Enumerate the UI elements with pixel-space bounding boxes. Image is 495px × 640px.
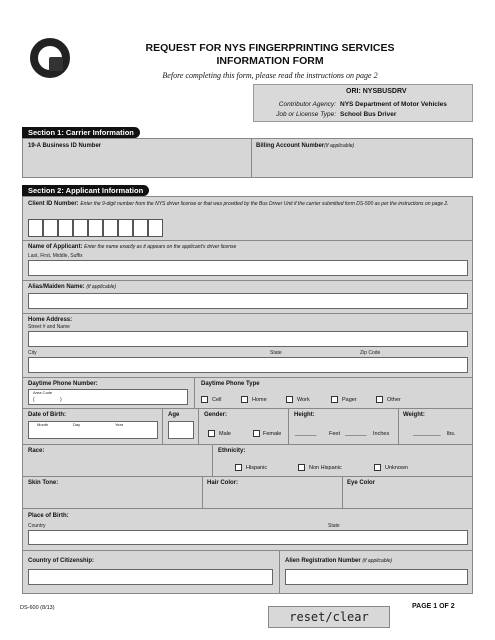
other-option: Other <box>387 397 401 403</box>
female-option: Female <box>263 431 282 437</box>
nys-seal-logo <box>30 38 70 78</box>
lbs-label: lbs. <box>447 431 456 437</box>
pager-option: Pager <box>342 397 357 403</box>
billing-input[interactable] <box>256 153 468 173</box>
street-sub: Street # and Name <box>28 324 70 330</box>
cell-option: Cell <box>212 397 222 403</box>
form-subtitle: Before completing this form, please read the instructions on page 2 <box>162 71 378 80</box>
name-sub: Last, First, Middle, Suffix <box>28 253 83 259</box>
reset-clear-button[interactable]: reset/clear <box>268 606 390 628</box>
country-sub: Country <box>28 523 46 529</box>
alias-label <box>28 284 116 290</box>
alien-note: (if applicable) <box>362 558 393 564</box>
cell-checkbox[interactable] <box>201 396 208 403</box>
form-id: DS-600 (8/13) <box>20 605 55 611</box>
area-code-sub: Area Code <box>33 390 53 395</box>
day-sub: Day <box>73 422 81 427</box>
home-option: Home <box>252 397 267 403</box>
form-title-line1: REQUEST FOR NYS FINGERPRINTING SERVICES <box>145 42 395 54</box>
non-hispanic-checkbox[interactable] <box>298 464 305 471</box>
divider <box>23 508 472 509</box>
client-id-digit[interactable] <box>118 219 133 237</box>
height-label: Height: <box>294 412 315 418</box>
non-hispanic-option: Non Hispanic <box>309 465 342 471</box>
billing-label-text: Billing Account Number <box>256 143 325 149</box>
page-number: PAGE 1 OF 2 <box>412 603 455 610</box>
phone-label: Daytime Phone Number: <box>28 381 98 387</box>
city-sub: City <box>28 350 37 356</box>
hispanic-checkbox[interactable] <box>235 464 242 471</box>
work-checkbox[interactable] <box>286 396 293 403</box>
business-id-label: 19-A Business ID Number <box>28 143 102 149</box>
ori-box <box>253 84 473 122</box>
paren-open: ( <box>33 397 35 403</box>
state-sub: State <box>270 350 282 356</box>
dob-label: Date of Birth: <box>28 412 66 418</box>
age-label: Age <box>168 412 180 418</box>
skin-tone-label: Skin Tone: <box>28 480 59 486</box>
client-id-label <box>28 201 468 207</box>
alien-label <box>285 558 392 564</box>
ethnicity-label: Ethnicity: <box>218 448 246 454</box>
name-label-text: Name of Applicant: <box>28 244 83 250</box>
zip-sub: Zip Code <box>360 350 381 356</box>
name-note: Enter the name exactly as it appears on the applicant's driver license <box>84 244 237 250</box>
alias-label-text: Alias/Maiden Name: <box>28 284 85 290</box>
female-checkbox[interactable] <box>253 430 260 437</box>
weight-label: Weight: <box>403 412 425 418</box>
divider <box>23 240 472 241</box>
contributor-label: Contributor Agency: <box>278 101 336 108</box>
business-id-input[interactable] <box>27 153 247 173</box>
month-sub: Month <box>37 422 49 427</box>
alien-input[interactable] <box>285 569 468 585</box>
client-id-digit[interactable] <box>43 219 58 237</box>
section2-panel <box>22 196 473 594</box>
other-checkbox[interactable] <box>376 396 383 403</box>
eye-color-input[interactable] <box>347 489 467 504</box>
home-checkbox[interactable] <box>241 396 248 403</box>
billing-label <box>256 143 354 149</box>
male-option: Male <box>219 431 231 437</box>
citizenship-input[interactable] <box>28 569 273 585</box>
section2-heading: Section 2: Applicant Information <box>22 185 149 196</box>
ori-label: ORI: NYSBUSDRV <box>346 88 407 95</box>
alias-note: (if applicable) <box>86 284 117 290</box>
hair-color-label: Hair Color: <box>207 480 239 486</box>
gender-label: Gender: <box>204 412 228 418</box>
divider <box>23 280 472 281</box>
feet-label: Feet <box>329 431 341 437</box>
inches-label: Inches <box>373 431 390 437</box>
race-input[interactable] <box>28 457 206 472</box>
male-checkbox[interactable] <box>208 430 215 437</box>
pob-label: Place of Birth: <box>28 513 69 519</box>
weight-blank[interactable]: _________ <box>413 431 441 437</box>
year-sub: Year <box>115 422 124 427</box>
section1-panel <box>22 138 473 178</box>
client-id-digit[interactable] <box>88 219 103 237</box>
hair-color-input[interactable] <box>207 489 337 504</box>
billing-note: (If applicable) <box>324 143 355 149</box>
unknown-option: Unknown <box>385 465 408 471</box>
home-address-label: Home Address: <box>28 317 73 323</box>
unknown-checkbox[interactable] <box>374 464 381 471</box>
job-label: Job or License Type: <box>276 111 336 118</box>
work-option: Work <box>297 397 310 403</box>
client-id-digit[interactable] <box>103 219 118 237</box>
section1-heading: Section 1: Carrier Information <box>22 127 140 138</box>
name-input[interactable] <box>28 260 468 276</box>
alien-label-text: Alien Registration Number <box>285 558 361 564</box>
age-input[interactable] <box>168 421 194 439</box>
alias-input[interactable] <box>28 293 468 309</box>
contributor-value: NYS Department of Motor Vehicles <box>340 101 447 108</box>
client-id-digit[interactable] <box>133 219 148 237</box>
race-label: Race: <box>28 448 45 454</box>
skin-tone-input[interactable] <box>28 489 196 504</box>
client-id-digit[interactable] <box>58 219 73 237</box>
divider <box>23 313 472 314</box>
form-title-line2: INFORMATION FORM <box>216 55 324 67</box>
pob-state-sub: State <box>328 523 340 529</box>
name-label <box>28 244 236 250</box>
client-id-digit[interactable] <box>148 219 163 237</box>
citizenship-label: Country of Citizenship: <box>28 558 94 564</box>
pob-input[interactable] <box>28 530 468 545</box>
client-id-digit[interactable] <box>73 219 88 237</box>
hispanic-option: Hispanic <box>246 465 268 471</box>
street-input[interactable] <box>28 331 468 347</box>
client-id-digit[interactable] <box>28 219 43 237</box>
height-blank-inches[interactable]: _______ <box>345 431 367 437</box>
client-id-label-text: Client ID Number: <box>28 201 79 207</box>
paren-close: ) <box>60 397 62 403</box>
pager-checkbox[interactable] <box>331 396 338 403</box>
job-value: School Bus Driver <box>340 111 397 118</box>
client-id-note: Enter the 9-digit number from the NYS driver license or that was provided by the Bus Driver Unit if the carrier submitted form DS-500 as per the instructions on page 2. <box>80 201 449 207</box>
height-blank-feet[interactable]: _______ <box>295 431 317 437</box>
phone-type-label: Daytime Phone Type <box>201 381 260 387</box>
city-state-zip-input[interactable] <box>28 357 468 373</box>
eye-color-label: Eye Color <box>347 480 376 486</box>
